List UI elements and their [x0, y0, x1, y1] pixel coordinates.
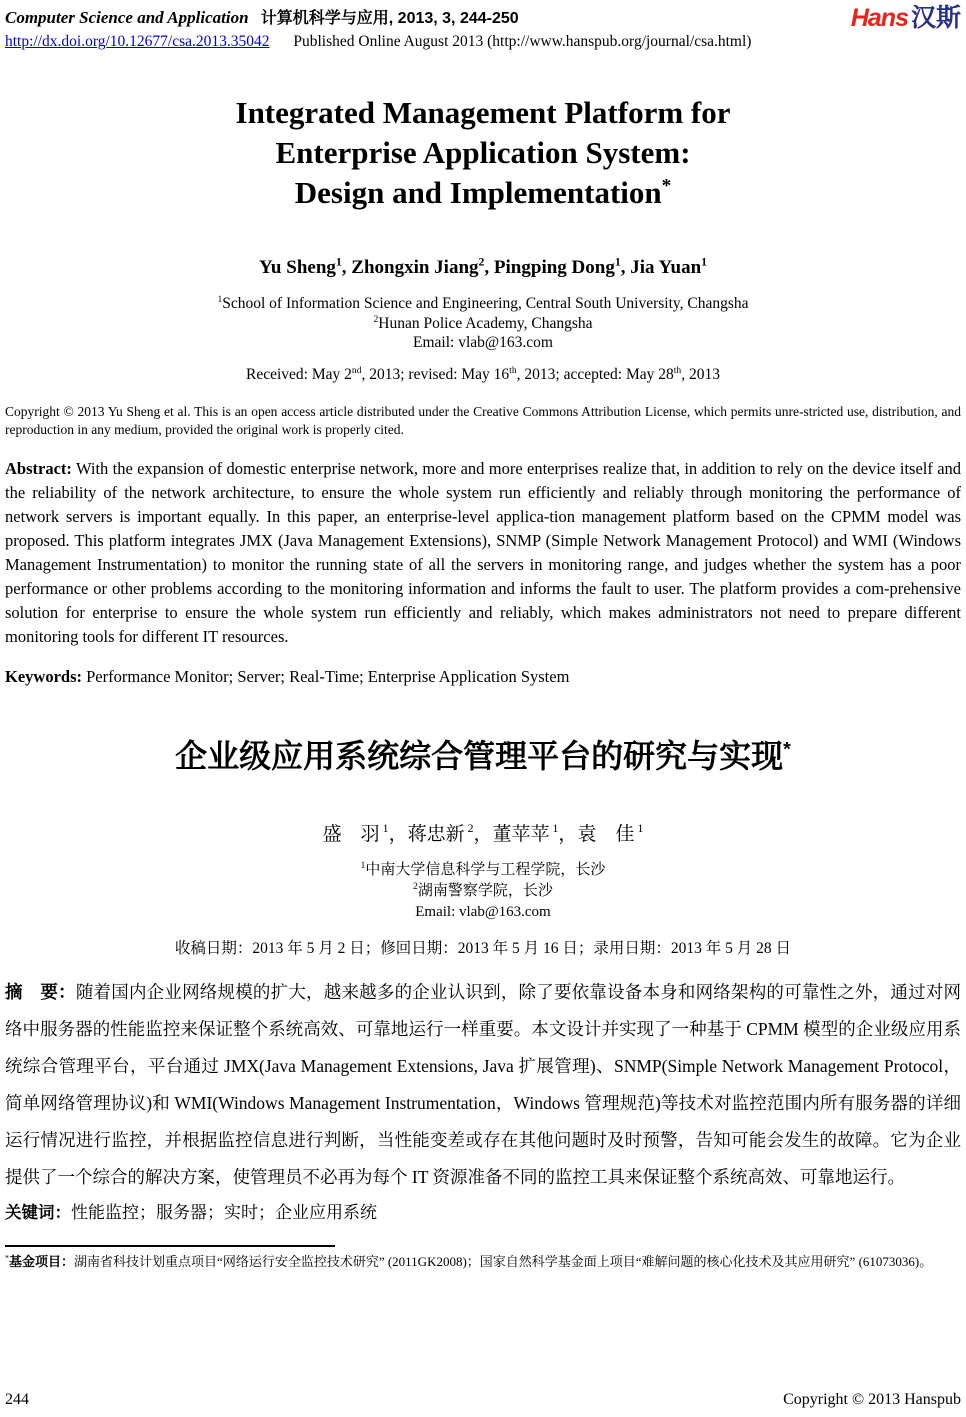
- author-list-chinese: [5, 819, 961, 846]
- author-name-chinese: 董苹苹: [492, 823, 550, 845]
- author-separator: ，: [558, 823, 578, 845]
- title-line-3: Design and Implementation: [294, 175, 662, 210]
- doi-link[interactable]: http://dx.doi.org/10.12677/csa.2013.35042: [5, 33, 270, 50]
- affiliation-mark: 1: [360, 860, 366, 871]
- author-separator: ,: [484, 257, 494, 278]
- affiliations-english: [5, 294, 961, 353]
- affiliation-line: [5, 314, 961, 334]
- footnote-label: 基金项目：: [9, 1253, 75, 1269]
- affiliation-text: 湖南警察学院，长沙: [417, 882, 553, 899]
- ordinal-suffix: nd: [351, 364, 362, 376]
- author-separator: ,: [341, 257, 352, 278]
- ordinal-suffix: th: [509, 364, 517, 376]
- published-online-text: Published Online August 2013 (http://www.hanspub.org/journal/csa.html): [293, 33, 752, 50]
- footer-copyright: Copyright © 2013 Hanspub: [783, 1391, 961, 1408]
- affiliation-mark: 2: [413, 881, 418, 892]
- author-separator: ，: [473, 823, 493, 845]
- affiliation-line: [5, 881, 961, 902]
- received-text: , 2013; revised: May 16: [361, 365, 510, 383]
- keywords-english: [5, 667, 961, 687]
- ordinal-suffix: th: [673, 364, 682, 376]
- received-text: , 2013: [681, 365, 720, 383]
- keywords-label: Keywords:: [5, 666, 82, 686]
- affiliation-mark: 1: [217, 293, 223, 305]
- affiliations-chinese: [5, 860, 961, 923]
- keywords-text-chinese: 性能监控；服务器；实时；企业应用系统: [71, 1202, 377, 1222]
- abstract-text-chinese: 随着国内企业网络规模的扩大，越来越多的企业认识到，除了要依靠设备本身和网络架构的可靠性之外，通过对网络中服务器的性能监控来保证整个系统高效、可靠地运行一样重要。本文设计并实现了一种基于 CPMM 模型的企业级应用系统综合管理平台，平台通过 JMX(Java Management Extensions, Java 扩展管理)、SNMP(Simple Network Management Protocol，简单网络管理协议)和 WMI(Windows Management Instrumentation，Windows 管理规范)等技术对监控范围内所有服务器的详细运行情况进行监控，并根据监控信息进行判断，当性能变差或存在其他问题时及时预警，告知可能会发生的故障。它为企业提供了一个综合的解决方案，使管理员不必再为每个 IT 资源准备不同的监控工具来保证整个系统高效、可靠地运行。: [5, 981, 962, 1187]
- funding-footnote: [5, 1252, 961, 1271]
- author-affiliation-mark: 1: [552, 822, 559, 836]
- affiliation-line: [5, 294, 961, 314]
- keywords-chinese: [5, 1198, 961, 1223]
- email-line: Email: vlab@163.com: [413, 334, 553, 351]
- journal-header: [5, 5, 961, 51]
- article-title-chinese: [5, 731, 961, 777]
- author-affiliation-mark: 1: [701, 255, 708, 269]
- author-affiliation-mark: 1: [335, 255, 342, 269]
- article-title-english: [5, 93, 961, 213]
- received-dates-chinese: 收稿日期：2013 年 5 月 2 日；修回日期：2013 年 5 月 16 日；录用日期：2013 年 5 月 28 日: [174, 939, 792, 957]
- abstract-text: With the expansion of domestic enterprise network, more and more enterprises realize that, in addition to rely on the device itself and the reliability of the network architecture, to ensure the whole system run efficiently and reliably through monitoring the performance of network servers is important equally. In this paper, an enterprise-level applica-tion management platform based on the CPMM model was proposed. This platform integrates JMX (Java Management Extensions), SNMP (Simple Network Management Protocol) and WMI (Windows Management Instrumentation) to monitor the running state of all the servers in monitoring range, and judges whether the system has a poor performance or other problems according to the monitoring information and informs the fault to user. The platform provides a com-prehensive solution for enterprise to ensure the whole system run efficiently and reliably, which makes administrators not need to prepare different monitoring tools for different IT resources.: [5, 458, 962, 646]
- affiliation-text: Hunan Police Academy, Changsha: [378, 314, 593, 332]
- received-dates-english: [5, 366, 961, 384]
- author-name: Jia Yuan: [630, 257, 702, 278]
- footnote-separator-rule: [5, 1245, 335, 1247]
- author-list-english: [5, 257, 961, 279]
- affiliation-mark: 2: [373, 313, 379, 325]
- received-text: , 2013; accepted: May 28: [516, 365, 674, 383]
- title-footnote-mark: *: [661, 175, 672, 197]
- author-name: Zhongxin Jiang: [351, 257, 479, 278]
- hans-logo-latin: Hans: [850, 4, 908, 32]
- title-line-2: Enterprise Application System:: [275, 135, 691, 170]
- chinese-title-footnote-mark: *: [783, 737, 791, 760]
- journal-name-english: Computer Science and Application: [5, 8, 249, 27]
- affiliation-line: [5, 860, 961, 881]
- author-separator: ，: [388, 823, 408, 845]
- title-line-1: Integrated Management Platform for: [235, 95, 731, 130]
- author-affiliation-mark: 1: [382, 822, 389, 836]
- copyright-license-notice: Copyright © 2013 Yu Sheng et al. This is an open access article distributed under the Creative Commons Attribution License, which permits unre-stricted use, distribution, and reproduction in any medium, provided the original work is properly cited.: [5, 403, 961, 437]
- footnote-mark: *: [5, 1253, 10, 1263]
- keywords-label-chinese: 关键词：: [5, 1203, 71, 1222]
- abstract-label: Abstract:: [5, 458, 72, 478]
- journal-header-text: [5, 5, 751, 51]
- journal-title-line: [5, 5, 751, 28]
- author-affiliation-mark: 1: [637, 822, 644, 836]
- author-affiliation-mark: 2: [478, 255, 485, 269]
- author-name: Yu Sheng: [258, 257, 336, 278]
- keywords-text: Performance Monitor; Server; Real-Time; Enterprise Application System: [86, 666, 570, 686]
- abstract-chinese: [5, 974, 961, 1196]
- author-affiliation-mark: 1: [614, 255, 621, 269]
- author-name-chinese: 盛 羽: [322, 823, 380, 845]
- author-name-chinese: 袁 佳: [577, 823, 635, 845]
- author-name: Pingping Dong: [493, 257, 615, 278]
- author-name-chinese: 蒋忠新: [407, 823, 465, 845]
- doi-published-line: [5, 33, 751, 51]
- hans-publisher-logo: [851, 5, 961, 31]
- author-separator: ,: [620, 257, 631, 278]
- page-footer: [5, 1391, 961, 1409]
- received-text: Received: May 2: [246, 365, 352, 383]
- affiliation-text: 中南大学信息科学与工程学院，长沙: [365, 861, 606, 878]
- hans-logo-chinese: 汉斯: [910, 4, 961, 32]
- footnote-text: 湖南省科技计划重点项目“网络运行安全监控技术研究” (2011GK2008)；国家自然科学基金面上项目“难解问题的核心化技术及其应用研究” (61073036)。: [74, 1253, 933, 1269]
- abstract-english: [5, 457, 961, 649]
- abstract-label-chinese: 摘 要：: [5, 981, 76, 1002]
- chinese-title-text: 企业级应用系统综合管理平台的研究与实现: [175, 737, 784, 774]
- journal-name-chinese-issue: 计算机科学与应用, 2013, 3, 244-250: [260, 10, 519, 27]
- author-affiliation-mark: 2: [467, 822, 474, 836]
- affiliation-text: School of Information Science and Engineering, Central South University, Changsha: [222, 295, 749, 312]
- page-number: 244: [5, 1391, 29, 1408]
- email-line: Email: vlab@163.com: [415, 903, 551, 920]
